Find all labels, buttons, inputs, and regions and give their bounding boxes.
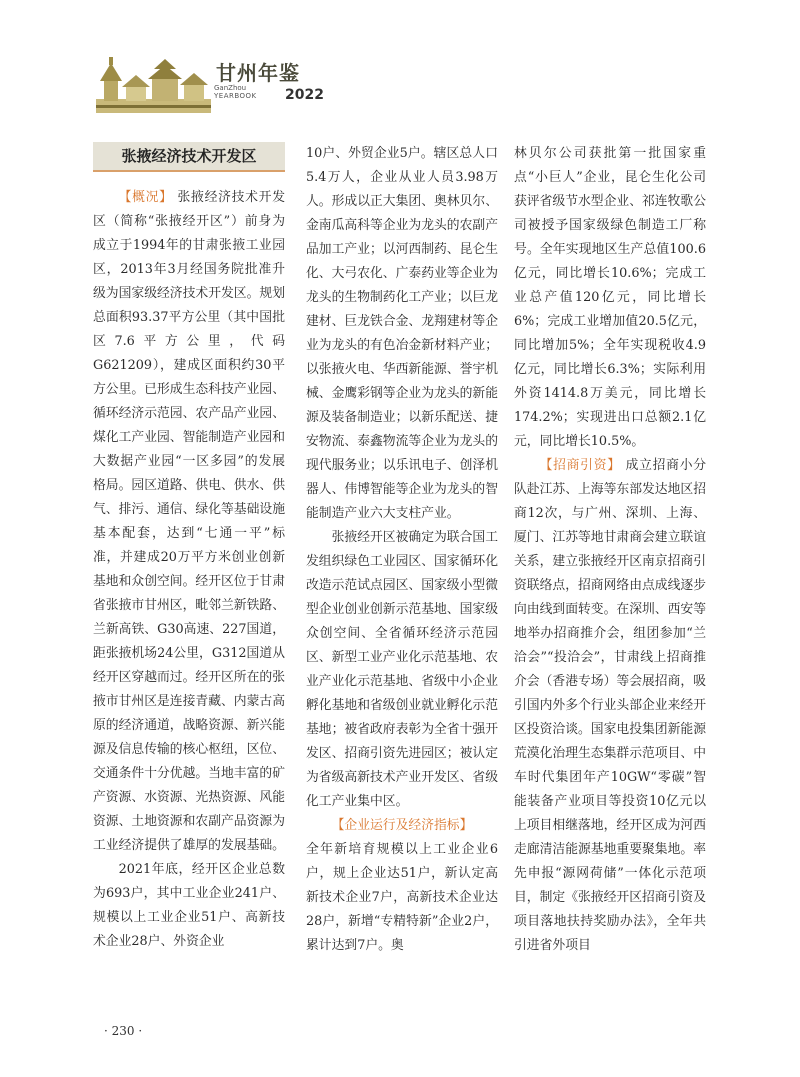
enterprise-operation-subhead: 【企业运行及经济指标】 <box>331 818 473 833</box>
yearbook-subtitle-ganzhou: GanZhou <box>214 84 247 92</box>
column-2 <box>306 142 498 958</box>
overview-text: 张掖经济技术开发区（简称“张掖经开区”）前身为成立于1994年的甘肃张掖工业园区，2013年3月经国务院批准升级为国家级经济技术开发区。规划总面积93.37平方公里（其中国批区7.6平方公里，代码G621209），建成区面积约30平方公里。已形成生态科技产业园、循环经济示范园、农产品产业园、煤化工产业园、智能制造产业园和大数据产业园“一区多园”的发展格局。园区道路、供电、供水、供气、排污、通信、绿化等基础设施基本配套，达到“七通一平”标准，并建成20万平方米创业创新基地和众创空间。经开区位于甘肃省张掖市甘州区，毗邻兰新铁路、兰新高铁、G30高速、227国道，距张掖机场24公里，G312国道从经开区穿越而过。经开区所在的张掖市甘州区是连接青藏、内蒙古高原的经济通道，战略资源、新兴能源及信息传输的核心枢纽，区位、交通条件十分优越。当地丰富的矿产资源、水资源、光热资源、风能资源、土地资源和农副产品资源为工业经济提供了雄厚的发展基础。 <box>93 190 286 853</box>
overview-paragraph <box>93 186 285 858</box>
industry-paragraph: 10户、外贸企业5户。辖区总人口5.4万人，企业从业人员3.98万人。形成以正大集团、奥林贝尔、金南瓜高科等企业为龙头的农副产品加工产业；以河西制药、昆仑生化、大弓农化、广泰药业等企业为龙头的生物制药化工产业；以巨龙建材、巨龙铁合金、龙翔建材等企业为龙头的有色冶金新材料产业；以张掖火电、华西新能源、誉宇机械、金鹰彩钢等企业为龙头的新能源及装备制造业；以新乐配送、捷安物流、泰鑫物流等企业为龙头的现代服务业；以乐讯电子、创泽机器人、伟博智能等企业为龙头的智能制造产业六大支柱产业。 <box>306 146 498 521</box>
investment-paragraph <box>514 454 706 958</box>
honors-paragraph: 张掖经开区被确定为联合国工发组织绿色工业园区、国家循环化改造示范试点园区、国家级小型微型企业创业创新示范基地、国家级众创空间、全省循环经济示范园区、新型工业产业化示范基地、农业产业化示范基地、省级中小企业孵化基地和省级创业就业孵化示范基地；被省政府表彰为全省十强开发区、招商引资先进园区；被认定为省级高新技术产业开发区、省级化工产业集中区。 <box>306 530 498 809</box>
column-1 <box>93 142 285 954</box>
yearbook-header <box>96 55 356 115</box>
economic-indicators-paragraph: 林贝尔公司获批第一批国家重点“小巨人”企业，昆仑生化公司获评省级节水型企业、祁连牧歌公司被授予国家级绿色制造工厂称号。全年实现地区生产总值100.6亿元，同比增长10.6%；完成工业总产值120亿元，同比增长6%；完成工业增加值20.5亿元，同比增加5%；全年实现税收4.9亿元，同比增长6.3%；实际利用外资1414.8万美元，同比增长174.2%；实现进出口总额2.1亿元，同比增长10.5%。 <box>514 146 706 449</box>
section-title: 张掖经济技术开发区 <box>93 142 285 172</box>
yearbook-title: 甘州年鉴 <box>216 61 300 85</box>
city-skyline-logo-icon <box>96 55 211 113</box>
column-3 <box>514 142 706 958</box>
investment-text: 成立招商小分队赴江苏、上海等东部发达地区招商12次，与广州、深圳、上海、厦门、江苏等地甘肃商会建立联谊关系，建立张掖经开区南京招商引资联络点，招商网络由点成线逐步向由线到面转变。在深圳、西安等地举办招商推介会，组团参加“兰洽会”“投洽会”，甘肃线上招商推介会（香港专场）等会展招商，吸引国内外多个行业头部企业来经开区投资洽谈。国家电投集团新能源荒漠化治理生态集群示范项目、中车时代集团年产10GW“零碳”智能装备产业项目等投资10亿元以上项目相继落地，经开区成为河西走廊清洁能源基地重要聚集地。率先申报“源网荷储”一体化示范项目，制定《张掖经开区招商引资及项目落地扶持奖励办法》，全年共引进省外项目 <box>514 458 707 953</box>
investment-tag: 【招商引资】 <box>539 458 621 473</box>
enterprise-operation-paragraph: 全年新培育规模以上工业企业6户，规上企业达51户，新认定高新技术企业7户，高新技术企业达28户，新增“专精特新”企业2户，累计达到7户。奥 <box>306 842 498 953</box>
yearbook-subtitle-yearbook: YEARBOOK <box>214 92 257 100</box>
yearbook-year: 2022 <box>285 87 324 103</box>
overview-tag: 【概况】 <box>118 190 173 205</box>
page-number: · 230 · <box>104 1024 143 1038</box>
enterprise-count-paragraph: 2021年底，经开区企业总数为693户，其中工业企业241户、规模以上工业企业51户、高新技术企业28户、外资企业 <box>93 862 285 949</box>
